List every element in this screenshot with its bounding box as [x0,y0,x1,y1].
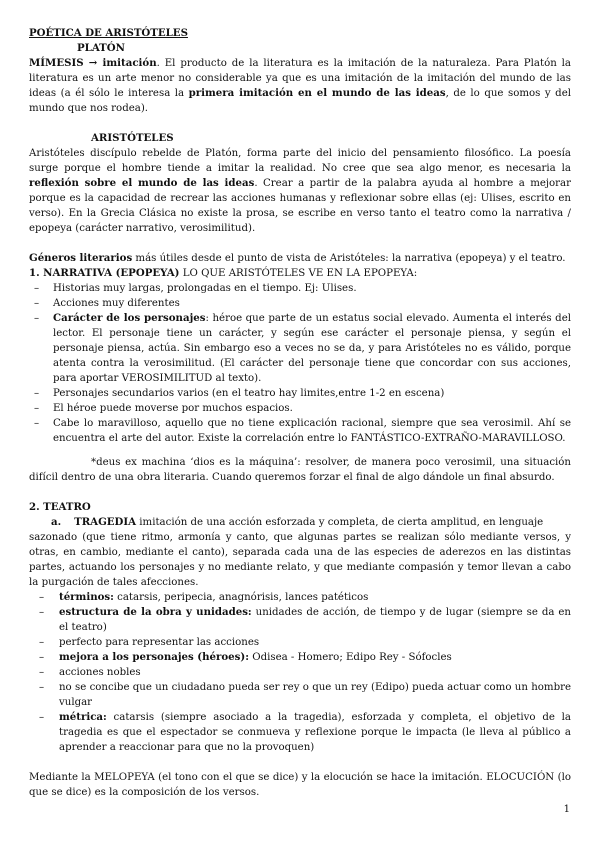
mimesis-term: MÍMESIS → imitación [29,57,157,69]
note-deus-ex-machina: *deus ex machina ‘dios es la máquina’: resolver, de manera poco verosimil, una situación difícil dentro de una obra literaria. Cuando queremos forzar el final de algo dándole un final absurdo. [29,457,571,483]
tragedia-line: a. TRAGEDIA imitación de una acción esforzada y completa, de cierta amplitud, en lenguaje [51,516,544,528]
paragraph-aristoteles: Aristóteles discípulo rebelde de Platón, forma parte del inicio del pensamiento filosófico. La poesía surge porque el hombre tiende a imitar la realidad. No cree que sea algo menor, es necesaria la reflexión sobre el mundo de las ideas. Crear a partir de la palabra ayuda al hombre a mejorar porque es la capacidad de recrear las acciones humanas y reflexionar sobre ellas (ej: Ulises, escrito en verso). En la Grecia Clásica no existe la prosa, se escribe en verso tanto el teatro como la narrativa / epopeya (carácter narrativo, verosimilitud). [29,148,572,234]
list-item: – términos: catarsis, peripecia, anagnórisis, lances patéticos [29,590,571,605]
list-item: – estructura de la obra y unidades: unidades de acción, de tiempo y de lugar (siempre se da en el teatro) [29,605,571,635]
teatro-list [29,590,571,755]
list-item: – Historias muy largas, prolongadas en el tiempo. Ej: Ulises. [29,281,571,296]
paragraph-platon: MÍMESIS → imitación. El producto de la literatura es la imitación de la naturaleza. Para Platón la literatura es un arte menor no considerable ya que es una imitación de la imitación del mundo de las ideas (a él sólo le interesa la primera imitación en el mundo de las ideas, de lo que somos y del mundo que nos rodea). [29,57,571,114]
list-item: – no se concibe que un ciudadano pueda ser rey o que un rey (Edipo) pueda actuar como un hombre vulgar [29,680,571,710]
list-item: – Carácter de los personajes: héroe que parte de un estatus social elevado. Aumenta el interés del lector. El personaje tiene un carácter, y según ese carácter el personaje piensa, y según el personaje piensa, actúa. Sin embargo eso a veces no se da, y para Aristóteles no es válido, porque atenta contra la verosimilitud. (El carácter del personaje tiene que concordar con sus acciones, para aportar VEROSIMILITUD al texto). [29,311,571,386]
list-item: – acciones nobles [29,665,571,680]
heading-narrativa: 1. NARRATIVA (EPOPEYA) LO QUE ARISTÓTELES VE EN LA EPOPEYA: [29,267,418,279]
list-item: – mejora a los personajes (héroes): Odisea - Homero; Edipo Rey - Sófocles [29,650,571,665]
paragraph-melopeya: Mediante la MELOPEYA (el tono con el que se dice) y la elocución se hace la imitación. ELOCUCIÓN (lo que se dice) es la composición de los versos. [29,772,572,798]
list-item: – Personajes secundarios varios (en el teatro hay limites,entre 1-2 en escena) [29,386,571,401]
narrativa-list [29,281,571,446]
list-item: – métrica: catarsis (siempre asociado a la tragedia), esforzada y completa, el objetivo de la tragedia es que el espectador se conmueva y reflexione porque le impacta (le lleva al público a aprender a reaccionar para que no la provoquen) [29,710,571,755]
heading-aristoteles: ARISTÓTELES [91,132,174,144]
document-content [29,26,571,800]
list-item: – El héroe puede moverse por muchos espacios. [29,401,571,416]
heading-teatro: 2. TEATRO [29,501,91,513]
document-title: POÉTICA DE ARISTÓTELES [29,27,188,39]
list-item: – Cabe lo maravilloso, aquello que no tiene explicación racional, siempre que sea verosimil. Ahí se encuentra el arte del autor. Existe la correlación entre lo FANTÁSTICO-EXTRAÑO-MARAVILLOSO. [29,416,571,446]
list-item: – Acciones muy diferentes [29,296,571,311]
tragedia-definition: sazonado (que tiene ritmo, armonía y canto, que algunas partes se realizan sólo mediante versos, y otras, en cambio, mediante el canto), separada cada una de las especies de aderezos en las distintas partes, actuando los personajes y no mediante relato, y que mediante compasión y temor llevan a cabo la purgación de tales afecciones. [29,532,571,588]
paragraph-generos: Géneros literarios más útiles desde el punto de vista de Aristóteles: la narrativa (epopeya) y el teatro. [29,252,566,264]
heading-platon: PLATÓN [77,42,125,54]
list-item: – perfecto para representar las acciones [29,635,571,650]
page-number: 1 [563,804,570,815]
